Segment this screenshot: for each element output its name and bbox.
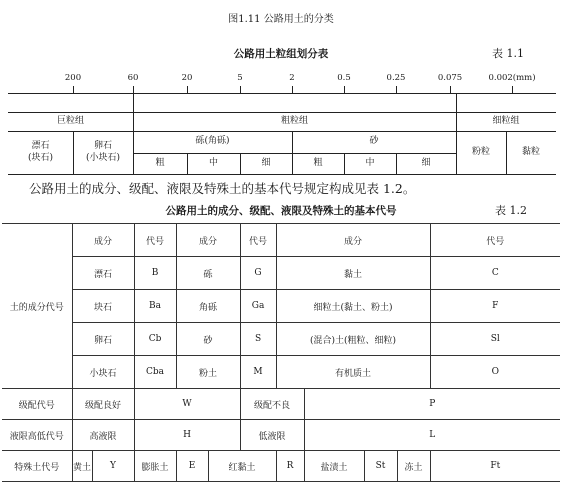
scale-label: 2 xyxy=(289,73,295,83)
scale-label: 60 xyxy=(127,73,139,83)
table-cell: 粉土 xyxy=(176,356,240,389)
scale-axis xyxy=(8,93,556,94)
group-coarse: 粗粒组 xyxy=(280,115,308,126)
table-cell: M xyxy=(240,356,276,389)
scale-label: 0.002(mm) xyxy=(488,73,536,83)
cell-size: 中 xyxy=(365,157,375,168)
table-cell: Cba xyxy=(134,356,176,389)
scale-label: 200 xyxy=(64,73,82,83)
scale-tick xyxy=(133,86,134,93)
table-cell: C xyxy=(430,257,560,290)
table-cell: 角砾 xyxy=(176,290,240,323)
header-cell: 成分 xyxy=(72,224,134,257)
gradation-label: 级配代号 xyxy=(2,389,72,420)
scale-tick xyxy=(450,86,451,93)
table-cell: 块石 xyxy=(72,290,134,323)
table-cell: W xyxy=(134,389,240,420)
cell-gravel: 砾(角砾) xyxy=(195,136,230,147)
table-cell: S xyxy=(240,323,276,356)
cell-clay: 黏粒 xyxy=(521,146,540,157)
cell-size: 细 xyxy=(261,157,271,168)
group-boulder: 巨粒组 xyxy=(56,115,84,126)
table-cell: B xyxy=(134,257,176,290)
header-cell: 代号 xyxy=(134,224,176,257)
cell-size: 粗 xyxy=(313,157,323,168)
cell-cobble: 卵石 (小块石) xyxy=(85,141,121,163)
cell-silt: 粉粒 xyxy=(471,146,490,157)
liquid-limit-label: 液限高低代号 xyxy=(2,420,72,451)
table-cell: 级配良好 xyxy=(72,389,134,420)
scale-tick xyxy=(73,86,74,93)
table-cell: 细粒土(黏土、粉土) xyxy=(276,290,430,323)
table-cell: Cb xyxy=(134,323,176,356)
table-cell: 小块石 xyxy=(72,356,134,389)
body-paragraph: 公路用土的成分、级配、液限及特殊土的基本代号规定构成见表 1.2。 xyxy=(29,181,416,196)
scale-label: 0.5 xyxy=(337,73,351,83)
table-cell: 漂石 xyxy=(72,257,134,290)
scale-label: 0.075 xyxy=(437,73,463,83)
header-cell: 成分 xyxy=(276,224,430,257)
table-cell: Sl xyxy=(430,323,560,356)
cell-size: 细 xyxy=(421,157,431,168)
table-cell: O xyxy=(430,356,560,389)
table1-number: 表 1.1 xyxy=(492,47,524,60)
table-cell: Y xyxy=(92,451,134,482)
table2 xyxy=(2,223,560,482)
figure-caption: 图1.11 公路用土的分类 xyxy=(228,14,334,25)
scale-tick xyxy=(396,86,397,93)
scale-tick xyxy=(292,86,293,93)
table-cell: H xyxy=(134,420,240,451)
table-cell: R xyxy=(276,451,304,482)
table-cell: 级配不良 xyxy=(240,389,304,420)
table-cell: Ga xyxy=(240,290,276,323)
table-cell: 膨胀土 xyxy=(134,451,176,482)
cell-size: 中 xyxy=(208,157,218,168)
table-cell: 冻土 xyxy=(397,451,430,482)
table-cell: F xyxy=(430,290,560,323)
table-cell: 低液限 xyxy=(240,420,304,451)
table-cell: 有机质土 xyxy=(276,356,430,389)
header-cell: 成分 xyxy=(176,224,240,257)
table-cell: L xyxy=(304,420,560,451)
table-cell: 黏土 xyxy=(276,257,430,290)
scale-label: 5 xyxy=(237,73,243,83)
table-cell: (混合)土(粗粒、细粒) xyxy=(276,323,430,356)
header-cell: 代号 xyxy=(430,224,560,257)
table-cell: 砾 xyxy=(176,257,240,290)
scale-label: 0.25 xyxy=(386,73,406,83)
table1-rule xyxy=(8,174,556,175)
scale-tick xyxy=(187,86,188,93)
scale-tick xyxy=(240,86,241,93)
table-cell: E xyxy=(176,451,208,482)
cell-size: 粗 xyxy=(155,157,165,168)
table-cell: 卵石 xyxy=(72,323,134,356)
scale-tick xyxy=(512,86,513,93)
table2-number: 表 1.2 xyxy=(495,204,527,217)
cell-sand: 砂 xyxy=(369,136,379,147)
cell-boulder: 漂石 (块石) xyxy=(27,141,54,163)
table-cell: St xyxy=(364,451,397,482)
table-cell: 黄土 xyxy=(72,451,92,482)
table-cell: G xyxy=(240,257,276,290)
composition-label: 土的成分代号 xyxy=(2,224,72,389)
special-label: 特殊土代号 xyxy=(2,451,72,482)
table-cell: Ba xyxy=(134,290,176,323)
table-cell: Ft xyxy=(430,451,560,482)
scale-tick xyxy=(344,86,345,93)
table-cell: P xyxy=(304,389,560,420)
scale-label: 20 xyxy=(181,73,193,83)
table2-title: 公路用土的成分、级配、液限及特殊土的基本代号 xyxy=(165,205,397,217)
table-cell: 盐渍土 xyxy=(304,451,364,482)
table-cell: 红黏土 xyxy=(208,451,276,482)
header-cell: 代号 xyxy=(240,224,276,257)
table-cell: 砂 xyxy=(176,323,240,356)
table-cell: 高液限 xyxy=(72,420,134,451)
table1-title: 公路用土粒组划分表 xyxy=(233,48,329,60)
group-fine: 细粒组 xyxy=(492,115,520,126)
